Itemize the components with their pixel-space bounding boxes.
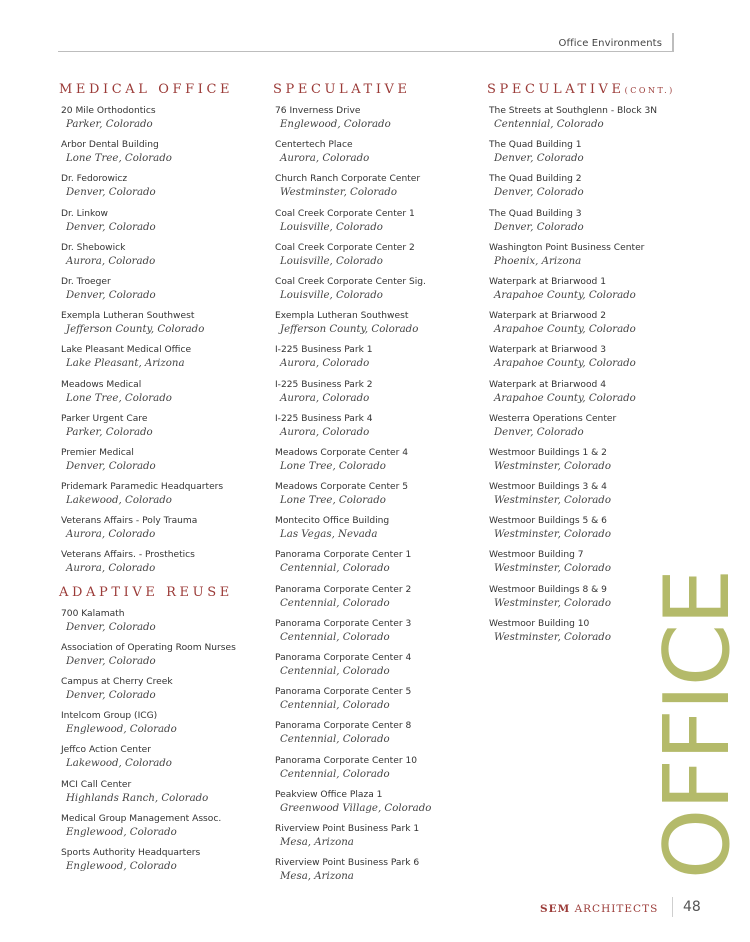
footer-rule (672, 897, 673, 917)
project-location: Aurora, Colorado (66, 563, 156, 575)
project-location: Lone Tree, Colorado (66, 153, 172, 165)
list-item (59, 710, 264, 744)
project-location: Lone Tree, Colorado (280, 460, 386, 472)
project-location: Denver, Colorado (66, 187, 156, 199)
project-name: Waterpark at Briarwood 2 (489, 311, 606, 322)
project-name: Exempla Lutheran Southwest (275, 311, 409, 322)
project-location: Denver, Colorado (494, 426, 584, 438)
footer-brand-rest: ARCHITECTS (574, 903, 659, 915)
project-name: Peakview Office Plaza 1 (275, 789, 383, 800)
project-name: Jeffco Action Center (61, 745, 151, 756)
project-name: MCI Call Center (61, 779, 132, 790)
project-location: Arapahoe County, Colorado (494, 358, 636, 370)
column-left (59, 82, 264, 881)
list-item (273, 515, 478, 549)
section-title-adaptive-reuse: ADAPTIVE REUSE (59, 584, 233, 600)
project-name: Westmoor Buildings 5 & 6 (489, 516, 607, 527)
project-location: Aurora, Colorado (280, 358, 370, 370)
project-name: I-225 Business Park 2 (275, 379, 373, 390)
project-name: Meadows Corporate Center 4 (275, 447, 409, 458)
project-location: Louisville, Colorado (280, 255, 383, 267)
list-item (59, 310, 264, 344)
section-title-text: SPECULATIVE (487, 82, 625, 97)
list-item (59, 642, 264, 676)
list-item (59, 847, 264, 881)
project-location: Westminster, Colorado (494, 495, 611, 507)
project-name: Parker Urgent Care (61, 413, 148, 424)
section-title-medical-office: MEDICAL OFFICE (59, 82, 234, 97)
project-name: Panorama Corporate Center 3 (275, 618, 412, 629)
project-name: Intelcom Group (ICG) (61, 711, 158, 722)
project-name: Panorama Corporate Center 10 (275, 755, 418, 766)
project-name: Panorama Corporate Center 2 (275, 584, 412, 595)
project-location: Aurora, Colorado (280, 153, 370, 165)
page-number: 48 (683, 899, 701, 915)
list-item (487, 344, 667, 378)
project-name: Church Ranch Corporate Center (275, 174, 421, 185)
list-item (273, 344, 478, 378)
list-item (59, 242, 264, 276)
project-name: Coal Creek Corporate Center 1 (275, 208, 415, 219)
list-item (59, 515, 264, 549)
list-item (273, 481, 478, 515)
list-item (487, 618, 667, 652)
project-location: Parker, Colorado (66, 426, 153, 438)
footer-brand-bold: SEM (540, 903, 571, 915)
list-item (273, 276, 478, 310)
project-location: Aurora, Colorado (280, 426, 370, 438)
list-item (273, 652, 478, 686)
project-name: I-225 Business Park 4 (275, 413, 373, 424)
project-name: The Quad Building 2 (489, 174, 582, 185)
project-name: Dr. Fedorowicz (61, 174, 128, 185)
project-location: Mesa, Arizona (280, 871, 354, 883)
project-name: Riverview Point Business Park 1 (275, 823, 420, 834)
list-item (487, 447, 667, 481)
column-right (487, 82, 675, 652)
section-title-speculative-cont (487, 82, 675, 97)
header-rule (58, 51, 672, 52)
project-name: Meadows Medical (61, 379, 142, 390)
list-item (487, 481, 667, 515)
project-location: Westminster, Colorado (494, 563, 611, 575)
list-item (487, 242, 667, 276)
project-location: Westminster, Colorado (494, 460, 611, 472)
project-name: Meadows Corporate Center 5 (275, 482, 409, 493)
list-item (487, 584, 667, 618)
list-item (487, 515, 667, 549)
page-header-title: Office Environments (558, 38, 662, 49)
project-location: Aurora, Colorado (66, 529, 156, 541)
list-item (273, 447, 478, 481)
project-name: Panorama Corporate Center 4 (275, 653, 412, 663)
project-name: Riverview Point Business Park 6 (275, 858, 420, 869)
project-location: Centennial, Colorado (494, 119, 604, 130)
list-item (273, 857, 478, 891)
project-location: Denver, Colorado (66, 655, 156, 667)
project-location: Westminster, Colorado (494, 597, 611, 609)
project-name: Waterpark at Briarwood 3 (489, 345, 606, 356)
list-item (59, 549, 264, 583)
project-name: 700 Kalamath (61, 608, 125, 619)
project-name: The Quad Building 3 (489, 208, 582, 219)
section-title-suffix: (CONT.) (624, 86, 675, 95)
list-item (273, 208, 478, 242)
list-item (487, 379, 667, 413)
project-name: Westerra Operations Center (489, 413, 617, 424)
project-name: Westmoor Buildings 8 & 9 (489, 584, 607, 595)
project-location: Arapahoe County, Colorado (494, 392, 636, 404)
list-item (59, 447, 264, 481)
project-location: Englewood, Colorado (66, 724, 177, 736)
project-location: Westminster, Colorado (280, 187, 397, 199)
speculative-cont-list (487, 105, 667, 652)
project-name: Panorama Corporate Center 1 (275, 550, 412, 561)
project-name: Campus at Cherry Creek (61, 677, 173, 687)
list-item (273, 242, 478, 276)
project-name: Washington Point Business Center (489, 242, 645, 253)
footer-brand (540, 903, 658, 915)
project-location: Aurora, Colorado (280, 392, 370, 404)
project-name: Coal Creek Corporate Center 2 (275, 242, 415, 253)
list-item (273, 755, 478, 789)
project-location: Parker, Colorado (66, 119, 153, 130)
project-location: Centennial, Colorado (280, 666, 390, 677)
list-item (59, 413, 264, 447)
project-location: Greenwood Village, Colorado (280, 802, 432, 814)
project-location: Englewood, Colorado (280, 119, 391, 130)
project-name: Lake Pleasant Medical Office (61, 345, 192, 356)
project-location: Jefferson County, Colorado (280, 324, 419, 336)
list-item (273, 584, 478, 618)
list-item (273, 686, 478, 720)
project-name: 76 Inverness Drive (275, 106, 361, 116)
list-item (273, 105, 478, 139)
list-item (59, 276, 264, 310)
project-name: Veterans Affairs - Poly Trauma (61, 516, 198, 527)
list-item (487, 139, 667, 173)
project-name: Coal Creek Corporate Center Sig. (275, 276, 426, 287)
project-location: Jefferson County, Colorado (66, 324, 205, 336)
project-location: Lakewood, Colorado (66, 758, 172, 770)
project-location: Centennial, Colorado (280, 563, 390, 575)
project-location: Louisville, Colorado (280, 221, 383, 233)
list-item (59, 344, 264, 378)
project-location: Lone Tree, Colorado (66, 392, 172, 404)
project-location: Westminster, Colorado (494, 529, 611, 541)
project-location: Lake Pleasant, Arizona (66, 358, 185, 370)
list-item (487, 173, 667, 207)
project-name: 20 Mile Orthodontics (61, 106, 156, 116)
list-item (59, 481, 264, 515)
project-location: Centennial, Colorado (280, 700, 390, 712)
project-name: Waterpark at Briarwood 4 (489, 379, 606, 390)
project-location: Denver, Colorado (66, 690, 156, 701)
project-name: Association of Operating Room Nurses (61, 642, 236, 653)
project-name: The Streets at Southglenn - Block 3N (489, 106, 658, 116)
list-item (59, 208, 264, 242)
project-name: Dr. Linkow (61, 208, 108, 219)
list-item (59, 744, 264, 778)
project-location: Arapahoe County, Colorado (494, 289, 636, 301)
project-location: Arapahoe County, Colorado (494, 324, 636, 336)
project-location: Centennial, Colorado (280, 768, 390, 780)
project-name: Arbor Dental Building (61, 140, 159, 151)
speculative-list (273, 105, 478, 891)
project-name: Medical Group Management Assoc. (61, 813, 222, 824)
list-item (59, 173, 264, 207)
project-location: Highlands Ranch, Colorado (66, 792, 209, 804)
project-location: Denver, Colorado (66, 289, 156, 301)
project-name: Westmoor Building 10 (489, 618, 590, 629)
list-item (487, 105, 667, 139)
project-location: Denver, Colorado (66, 460, 156, 472)
project-location: Louisville, Colorado (280, 289, 383, 301)
project-name: Veterans Affairs. - Prosthetics (61, 550, 195, 561)
project-name: Pridemark Paramedic Headquarters (61, 482, 224, 493)
medical-office-list (59, 105, 264, 584)
project-location: Centennial, Colorado (280, 597, 390, 609)
project-location: Englewood, Colorado (66, 826, 177, 838)
project-name: Montecito Office Building (275, 516, 390, 527)
project-location: Las Vegas, Nevada (280, 529, 378, 541)
project-name: Waterpark at Briarwood 1 (489, 276, 606, 287)
project-location: Lakewood, Colorado (66, 495, 172, 507)
project-location: Centennial, Colorado (280, 734, 390, 746)
project-name: Westmoor Building 7 (489, 550, 584, 561)
project-location: Denver, Colorado (494, 187, 584, 199)
list-item (59, 676, 264, 710)
list-item (59, 608, 264, 642)
list-item (273, 549, 478, 583)
header-accent-bar (672, 33, 674, 52)
project-location: Mesa, Arizona (280, 836, 354, 848)
project-name: Exempla Lutheran Southwest (61, 311, 195, 322)
adaptive-reuse-list (59, 608, 264, 882)
section-title-speculative: SPECULATIVE (273, 82, 411, 97)
project-location: Phoenix, Arizona (494, 255, 582, 267)
project-location: Aurora, Colorado (66, 255, 156, 267)
list-item (273, 379, 478, 413)
list-item (487, 413, 667, 447)
list-item (273, 310, 478, 344)
list-item (273, 720, 478, 754)
project-name: Premier Medical (61, 447, 134, 458)
list-item (273, 618, 478, 652)
project-name: Sports Authority Headquarters (61, 847, 201, 858)
project-location: Lone Tree, Colorado (280, 495, 386, 507)
project-name: Centertech Place (275, 140, 353, 151)
list-item (59, 779, 264, 813)
project-location: Westminster, Colorado (494, 631, 611, 643)
list-item (273, 823, 478, 857)
list-item (487, 276, 667, 310)
list-item (273, 173, 478, 207)
list-item (273, 789, 478, 823)
project-name: Dr. Troeger (61, 276, 111, 287)
project-name: The Quad Building 1 (489, 140, 582, 151)
column-middle (273, 82, 478, 891)
project-location: Centennial, Colorado (280, 631, 390, 643)
project-location: Denver, Colorado (494, 153, 584, 165)
project-name: Westmoor Buildings 1 & 2 (489, 447, 607, 458)
list-item (273, 139, 478, 173)
list-item (59, 105, 264, 139)
list-item (59, 813, 264, 847)
project-name: Dr. Shebowick (61, 242, 126, 253)
list-item (59, 379, 264, 413)
list-item (487, 549, 667, 583)
side-word-office: OFFICE (645, 570, 750, 880)
list-item (487, 310, 667, 344)
project-location: Denver, Colorado (66, 221, 156, 233)
project-name: I-225 Business Park 1 (275, 345, 373, 356)
project-location: Denver, Colorado (66, 621, 156, 633)
list-item (59, 139, 264, 173)
project-name: Westmoor Buildings 3 & 4 (489, 482, 607, 493)
project-location: Denver, Colorado (494, 221, 584, 233)
list-item (487, 208, 667, 242)
list-item (273, 413, 478, 447)
project-name: Panorama Corporate Center 8 (275, 721, 412, 732)
project-name: Panorama Corporate Center 5 (275, 687, 412, 698)
project-location: Englewood, Colorado (66, 860, 177, 872)
